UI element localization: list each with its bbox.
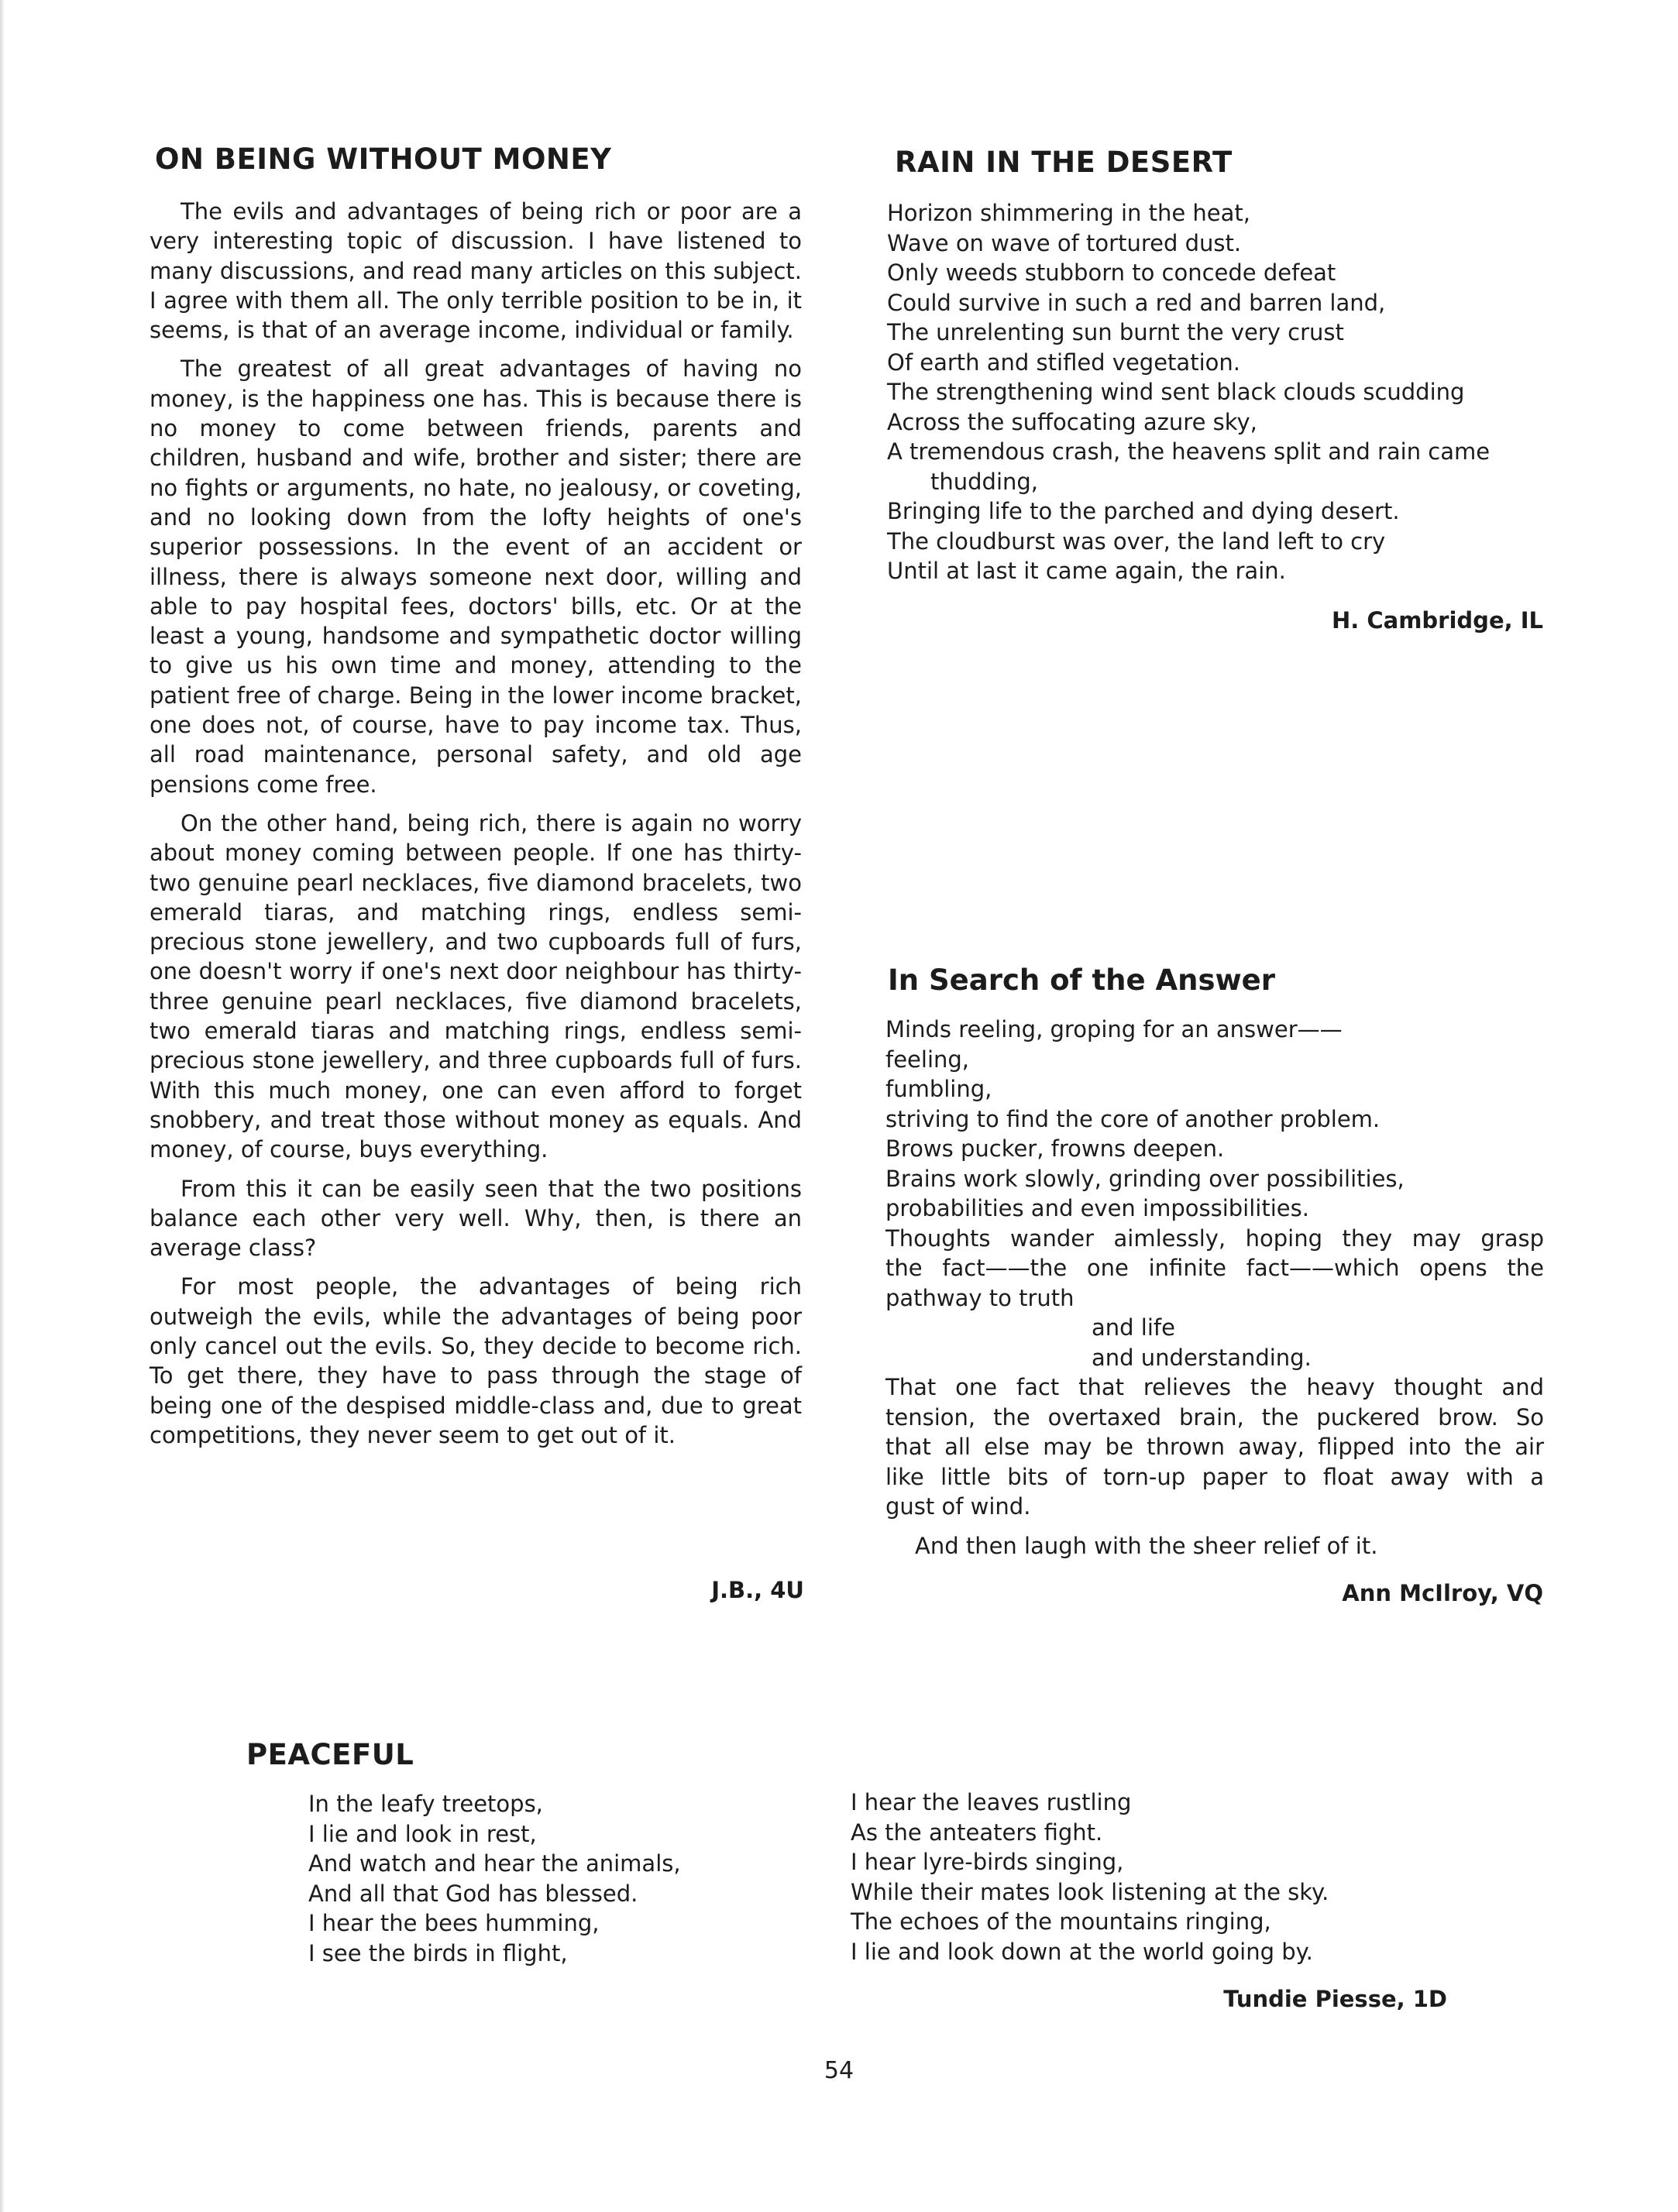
poem-line: Brains work slowly, grinding over possibilities, <box>885 1165 1405 1192</box>
poem-line: The strengthening wind sent black clouds scudding <box>887 379 1465 405</box>
poem-line: Only weeds stubborn to concede defeat <box>887 259 1336 286</box>
poem-line: As the anteaters fight. <box>851 1819 1103 1846</box>
poem-line: and understanding. <box>1092 1344 1312 1371</box>
essay-paragraph: The greatest of all great advantages of having no money, is the happiness one has. This is because there is no money to come between friends, parents and children, husband and wife, brother and sister; there are no fights or arguments, no hate, no jealousy, or coveting, and no looking down from the lofty heights of one's superior possessions. In the event of an accident or illness, there is always someone next door, willing and able to pay hospital fees, doctors' bills, etc. Or at the least a young, handsome and sympathetic doctor willing to give us his own time and money, attending to the patient free of charge. Being in the lower income bracket, one does not, of course, have to pay income tax. Thus, all road maintenance, personal safety, and old age pensions come free. <box>150 356 802 798</box>
essay-author: J.B., 4U <box>711 1577 804 1603</box>
poem-line: That one fact that relieves the heavy thought and <box>885 1374 1544 1400</box>
poem-line: Horizon shimmering in the heat, <box>887 200 1251 226</box>
scan-edge-shadow <box>0 0 5 2212</box>
poem-line: Wave on wave of tortured dust. <box>887 229 1242 256</box>
poem-line: Thoughts wander aimlessly, hoping they may grasp <box>885 1224 1544 1252</box>
peaceful-poem-author: Tundie Piesse, 1D <box>1223 1986 1447 2012</box>
rain-poem-author: H. Cambridge, IL <box>1331 607 1543 634</box>
poem-line: feeling, <box>885 1046 970 1073</box>
essay-paragraph: On the other hand, being rich, there is again no worry about money coming between people. If one has thirty-two genuine pearl necklaces, five diamond bracelets, two emerald tiaras, and matching rings, endless semi-precious stone jewellery, and two cupboards full of furs, one doesn't worry if one's next door neighbour has thirty-three genuine pearl necklaces, five diamond bracelets, two emerald tiaras and matching rings, endless semi-precious stone jewellery, and three cupboards full of furs. With this much money, one can even afford to forget snobbery, and treat those without money as equals. And money, of course, buys everything. <box>150 809 802 1163</box>
essay-title: ON BEING WITHOUT MONEY <box>155 143 612 176</box>
poem-line: Bringing life to the parched and dying desert. <box>887 498 1400 524</box>
poem-line: A tremendous crash, the heavens split and rain came <box>887 438 1491 465</box>
essay-body <box>150 197 802 1459</box>
search-poem-author: Ann McIlroy, VQ <box>1342 1580 1543 1606</box>
poem-line: pathway to truth <box>885 1284 1075 1311</box>
peaceful-poem-right-stanza <box>851 1788 1486 1966</box>
search-poem-title: In Search of the Answer <box>888 963 1276 997</box>
poem-line: and life <box>1092 1314 1175 1341</box>
essay-paragraph: For most people, the advantages of being rich outweigh the evils, while the advantages of being poor only cancel out the evils. So, they decide to become rich. To get there, they have to pass through the stage of being one of the despised middle-class and, due to great competitions, they never seem to get out of it. <box>150 1273 802 1448</box>
poem-line: The unrelenting sun burnt the very crust <box>887 319 1344 345</box>
poem-line: I lie and look in rest, <box>308 1820 537 1847</box>
poem-line: Across the suffocating azure sky, <box>887 408 1257 435</box>
poem-line: Until at last it came again, the rain. <box>887 558 1286 584</box>
peaceful-poem-title: PEACEFUL <box>246 1738 414 1771</box>
poem-line: tension, the overtaxed brain, the puckered brow. So <box>885 1403 1544 1431</box>
poem-line: I hear the leaves rustling <box>851 1789 1132 1815</box>
poem-line: The cloudburst was over, the land left to cry <box>887 527 1386 555</box>
poem-line: And all that God has blessed. <box>308 1880 638 1907</box>
poem-line: And watch and hear the animals, <box>308 1850 681 1877</box>
essay-paragraph: From this it can be easily seen that the two positions balance each other very well. Why, then, is there an average class? <box>150 1175 802 1262</box>
peaceful-poem-left-stanza <box>308 1789 789 1968</box>
poem-line: the fact——the one infinite fact——which opens the <box>885 1255 1544 1281</box>
poem-line: The echoes of the mountains ringing, <box>851 1908 1271 1935</box>
poem-line: I lie and look down at the world going by. <box>851 1938 1313 1965</box>
poem-line: While their mates look listening at the sky. <box>851 1878 1329 1905</box>
poem-line: Minds reeling, groping for an answer—— <box>885 1016 1343 1042</box>
poem-line: I hear the bees humming, <box>308 1910 600 1936</box>
poem-line: fumbling, <box>885 1076 992 1102</box>
essay-paragraph: The evils and advantages of being rich or poor are a very interesting topic of discussion. I have listened to many discussions, and read many articles on this subject. I agree with them all. The only terrible position to be in, it seems, is that of an average income, individual or family. <box>150 198 802 344</box>
rain-poem-title: RAIN IN THE DESERT <box>895 146 1233 179</box>
poem-line: I hear lyre-birds singing, <box>851 1849 1124 1875</box>
poem-line: In the leafy treetops, <box>308 1791 543 1817</box>
poem-line: probabilities and even impossibilities. <box>885 1195 1309 1221</box>
poem-line: I see the birds in flight, <box>308 1939 568 1966</box>
poem-line: Of earth and stifled vegetation. <box>887 349 1240 376</box>
poem-line: Brows pucker, frowns deepen. <box>885 1135 1225 1162</box>
page-number: 54 <box>824 2057 854 2084</box>
poem-line: thudding, <box>930 468 1039 495</box>
poem-line: striving to find the core of another problem. <box>885 1105 1381 1132</box>
search-poem-body <box>885 1015 1544 1561</box>
rain-poem-body <box>887 198 1546 586</box>
search-poem-closing: And then laugh with the sheer relief of it. <box>915 1532 1378 1559</box>
poem-line: Could survive in such a red and barren land, <box>887 289 1386 316</box>
poem-line: gust of wind. <box>885 1493 1031 1520</box>
poem-line: that all else may be thrown away, flipped into the air <box>885 1434 1544 1460</box>
poem-line: like little bits of torn-up paper to float away with a <box>885 1463 1544 1490</box>
